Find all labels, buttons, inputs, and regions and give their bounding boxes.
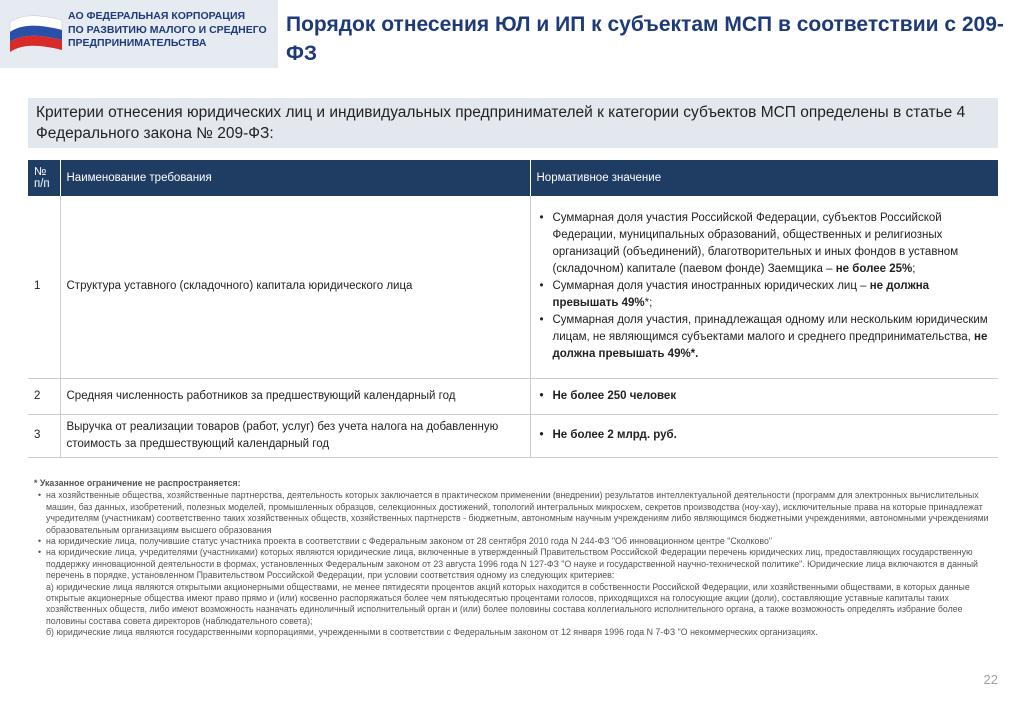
header-no: № п/п <box>28 160 60 196</box>
slide-title: Порядок отнесения ЮЛ и ИП к субъектам МСП в соответствии с 209-ФЗ <box>286 13 1004 65</box>
intro-panel: Критерии отнесения юридических лиц и индивидуальных предпринимателей к категории субъектов МСП определены в статье 4 Федерального закона № 209-ФЗ: <box>28 98 998 148</box>
requirement-name: Средняя численность работников за предшествующий календарный год <box>60 378 530 414</box>
logo-line: ПО РАЗВИТИЮ МАЛОГО И СРЕДНЕГО <box>68 23 267 36</box>
logo-line: ПРЕДПРИНИМАТЕЛЬСТВА <box>68 37 207 49</box>
norm-bullet <box>553 278 993 312</box>
header-name: Наименование требования <box>60 160 530 196</box>
russian-flag-logo-icon <box>8 12 64 56</box>
table-row <box>28 378 998 414</box>
logo-text <box>68 10 278 51</box>
table-row <box>28 196 998 378</box>
logo-line: АО ФЕДЕРАЛЬНАЯ КОРПОРАЦИЯ <box>68 10 246 22</box>
footnote-sub-a: а) юридические лица являются открытыми акционерными обществами, не менее пятидесяти процентов акций которых находится в собственности Российской Федерации, или хозяйственными обществами, в которых данные открытые акционерные общества имеют право прямо и (или) косвенно распоряжаться более чем пятьюдесятью процентами голосов, приходящихся на голосующие акции (доли), составляющие уставные капиталы таких хозяйственных обществ, либо имеют возможность назначать единоличный исполнительный орган и (или) более половины состава коллегиального исполнительного органа, а также возможность определять избрание более половины состава совета директоров (наблюдательного совета); <box>46 581 970 626</box>
page-number: 22 <box>983 672 998 687</box>
norm-bullet: • Не более 250 человек <box>553 388 993 405</box>
footnotes <box>34 478 994 639</box>
bullet-bold: не должна превышать 49%*. <box>552 331 988 361</box>
header-value: Нормативное значение <box>530 160 998 196</box>
table-header-row <box>28 160 998 196</box>
normative-value <box>530 378 998 414</box>
normative-value <box>530 196 998 378</box>
row-number: 3 <box>28 414 60 457</box>
row-number: 1 <box>28 196 60 378</box>
bullet-bold: не более 25% <box>835 263 913 276</box>
table-row <box>28 414 998 457</box>
norm-bullet <box>553 312 993 363</box>
bullet-text: Суммарная доля участия Российской Федерации, субъектов Российской Федерации, муниципальных образований, общественных и религиозных организаций (объединений), благотворительных и иных фондов в уставном (складочном) капитале (паевом фонде) Заемщика – <box>552 212 959 276</box>
norm-bullet <box>553 210 993 278</box>
requirements-table <box>28 160 998 458</box>
requirement-name: Структура уставного (складочного) капитала юридического лица <box>60 196 530 378</box>
row-number: 2 <box>28 378 60 414</box>
requirement-name: Выручка от реализации товаров (работ, услуг) без учета налога на добавленную стоимость за предшествующий календарный год <box>60 414 530 457</box>
bullet-bold: не должна превышать 49% <box>552 280 930 310</box>
norm-bullets <box>537 388 993 405</box>
bullet-text: Суммарная доля участия иностранных юридических лиц – <box>552 280 870 293</box>
footnote-head: * Указанное ограничение не распространяется: <box>34 478 241 488</box>
footnote-item: • на юридические лица, учредителями (участниками) которых являются юридические лица, включенные в утвержденный Правительством Российской Федерации перечень юридических лиц, предоставляющих государственную поддержку инновационной деятельности в формах, установленных Федеральным законом от 23 августа 1996 года N 127-ФЗ "О науке и государственной научно-технической политике". Юридические лица включаются в данный перечень в порядке, установленном Правительством Российской Федерации, при условии соответствия одному из следующих критериев: <box>34 547 994 581</box>
footnote-item: • на хозяйственные общества, хозяйственные партнерства, деятельность которых заключается в практическом применении (внедрении) результатов интеллектуальной деятельности (программ для электронных вычислительных машин, баз данных, изобретений, полезных моделей, промышленных образцов, селекционных достижений, топологий интегральных микросхем, секретов производства (ноу-хау), исключительные права на которые принадлежат учредителям (участникам) соответственно таких хозяйственных обществ, хозяйственных партнерств - бюджетным, автономным научным учреждениям либо являющимся бюджетными учреждениями, автономными учреждениями образовательным организациям высшего образования <box>34 490 994 536</box>
bullet-tail: *; <box>644 297 653 310</box>
footnote-sub-b: б) юридические лица являются государственными корпорациями, учрежденными в соответствии с Федеральным законом от 12 января 1996 года N 7-ФЗ "О некоммерческих организациях. <box>46 627 818 638</box>
footnote-item: • на юридические лица, получившие статус участника проекта в соответствии с Федеральным законом от 28 сентября 2010 года N 244-ФЗ "Об инновационном центре "Сколково" <box>34 536 994 547</box>
norm-bullets <box>537 210 993 363</box>
logo-block <box>0 0 278 68</box>
norm-bullets <box>537 427 993 444</box>
bullet-tail: ; <box>912 263 916 276</box>
norm-bullet: • Не более 2 млрд. руб. <box>553 427 993 444</box>
bullet-text: Суммарная доля участия, принадлежащая одному или нескольким юридическим лицам, не являющимся субъектами малого и среднего предпринимательства, <box>552 314 988 344</box>
normative-value <box>530 414 998 457</box>
